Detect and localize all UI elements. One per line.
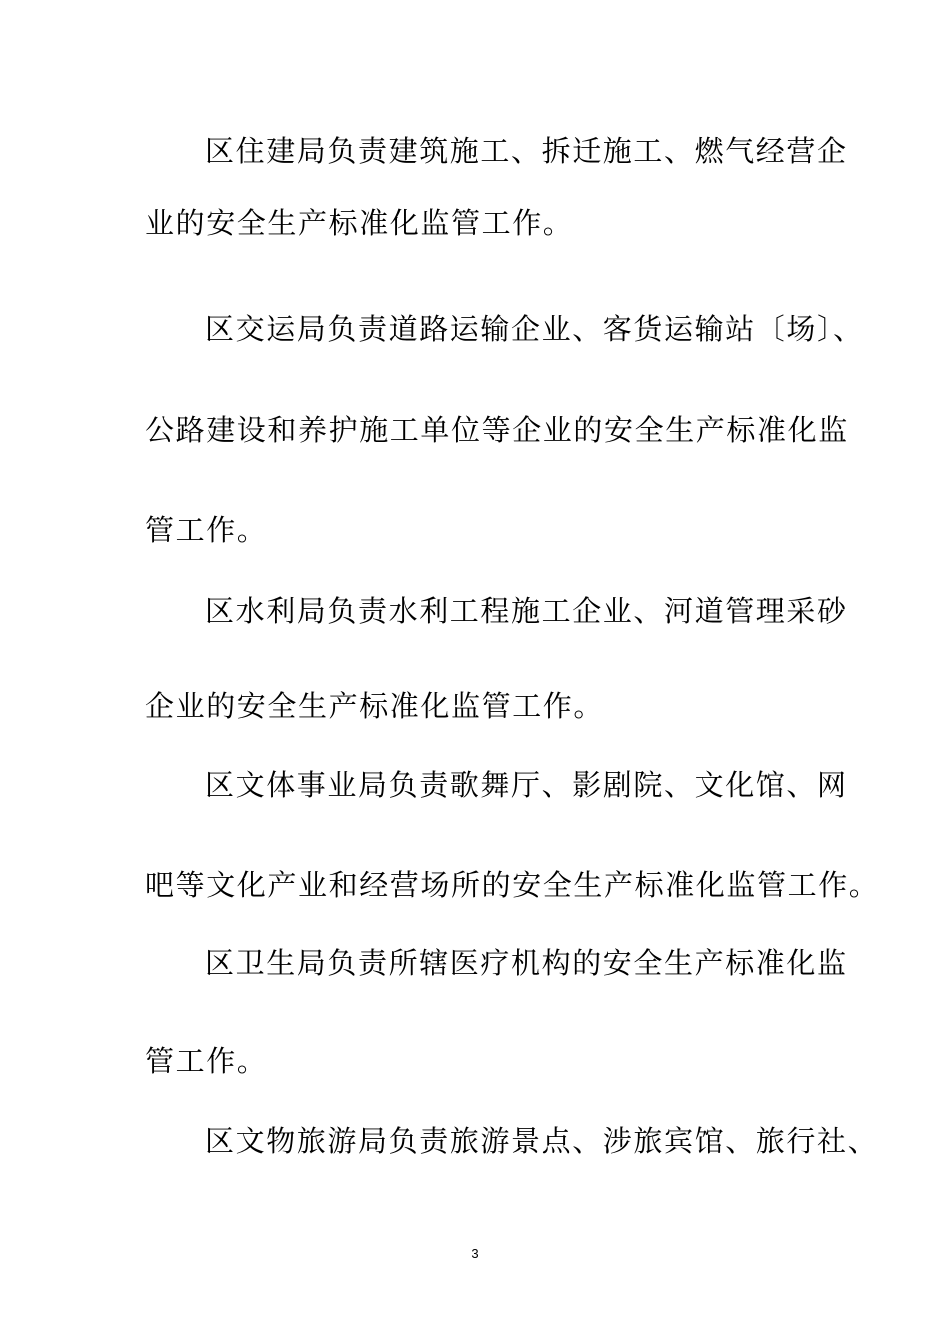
text-line-3: 区交运局负责道路运输企业、客货运输站〔场〕、	[205, 312, 864, 346]
text-line-8: 区文体事业局负责歌舞厅、影剧院、文化馆、网	[205, 768, 848, 802]
text-line-1: 区住建局负责建筑施工、拆迁施工、燃气经营企	[205, 134, 848, 168]
text-line-7: 企业的安全生产标准化监管工作。	[145, 689, 605, 723]
text-line-6: 区水利局负责水利工程施工企业、河道管理采砂	[205, 594, 848, 628]
text-line-4: 公路建设和养护施工单位等企业的安全生产标准化监	[145, 413, 849, 447]
text-line-11: 管工作。	[145, 1044, 268, 1078]
text-line-10: 区卫生局负责所辖医疗机构的安全生产标准化监	[205, 946, 848, 980]
page-number: 3	[471, 1246, 479, 1261]
text-line-9: 吧等文化产业和经营场所的安全生产标准化监管工作。	[145, 868, 880, 902]
text-line-5: 管工作。	[145, 513, 268, 547]
text-line-2: 业的安全生产标准化监管工作。	[145, 206, 574, 240]
text-line-12: 区文物旅游局负责旅游景点、涉旅宾馆、旅行社、	[205, 1124, 879, 1158]
